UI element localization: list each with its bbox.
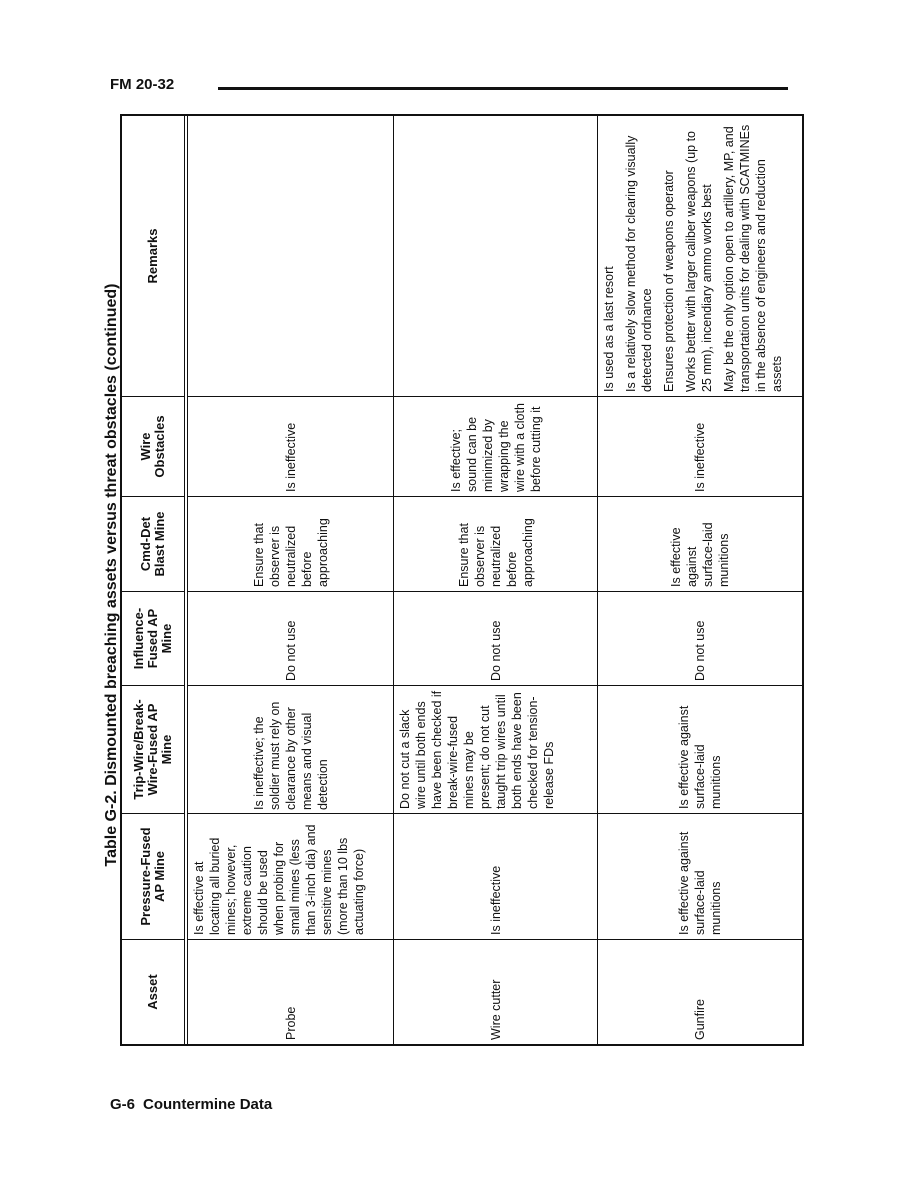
col-header-pressure-fused: Pressure-Fused AP Mine xyxy=(122,813,184,939)
page-footer xyxy=(110,1096,272,1113)
wire-obstacles-cell: Is effective; sound can be minimized by wrapping the wire with a cloth before cutting it xyxy=(394,396,597,496)
table-caption: Table G-2. Dismounted breaching assets versus threat obstacles (continued) xyxy=(103,283,120,867)
pressure-fused-cell: Is effective at locating all buried mines; however, extreme caution should be used when probing for small mines (less than 3-inch dia) and sensitive mines (more than 10 lbs actuating force) xyxy=(188,813,393,939)
remarks-cell xyxy=(394,116,597,396)
remark-item: May be the only option open to artillery, MP, and transportation units for dealing with SCATMINEs in the absence of engineers and reduction assets xyxy=(722,124,784,392)
cmd-det-cell: Ensure that observer is neutralized before approaching xyxy=(188,496,393,591)
header-rule xyxy=(218,87,788,90)
breaching-table xyxy=(120,114,804,1046)
trip-wire-cell: Is effective against surface-laid munitions xyxy=(598,685,802,813)
influence-fused-cell: Do not use xyxy=(188,591,393,685)
influence-fused-cell: Do not use xyxy=(598,591,802,685)
remark-item: Is used as a last resort xyxy=(602,266,616,392)
col-header-remarks: Remarks xyxy=(145,228,160,284)
table-row xyxy=(188,116,394,1044)
asset-cell: Probe xyxy=(188,939,393,1044)
remarks-cell xyxy=(598,116,802,396)
col-header-cmd-det: Cmd-Det Blast Mine xyxy=(122,496,184,591)
trip-wire-cell: Do not cut a slack wire until both ends have been checked if break-wire-fused mines may be present; do not cut taught trip wires until both ends have been checked for tension-release FDs xyxy=(394,685,597,813)
cmd-det-cell: Is effective against surface-laid munitions xyxy=(598,496,802,591)
section-title: Countermine Data xyxy=(143,1096,273,1113)
document-id: FM 20-32 xyxy=(110,76,175,93)
table-row xyxy=(394,116,598,1044)
col-header-trip-wire: Trip-Wire/Break-Wire-Fused AP Mine xyxy=(122,685,184,813)
col-header-asset: Asset xyxy=(122,939,184,1044)
wire-obstacles-cell: Is ineffective xyxy=(188,396,393,496)
col-header-influence-fused: Influence-Fused AP Mine xyxy=(122,591,184,685)
cmd-det-cell: Ensure that observer is neutralized before approaching xyxy=(394,496,597,591)
trip-wire-cell: Is ineffective; the soldier must rely on clearance by other means and visual detection xyxy=(188,685,393,813)
page-number: G-6 xyxy=(110,1096,136,1113)
pressure-fused-cell: Is ineffective xyxy=(394,813,597,939)
remark-item: Is a relatively slow method for clearing visually detected ordnance xyxy=(624,135,654,392)
asset-cell: Wire cutter xyxy=(394,939,597,1044)
pressure-fused-cell: Is effective against surface-laid munitions xyxy=(598,813,802,939)
table-header-row xyxy=(122,116,188,1044)
influence-fused-cell: Do not use xyxy=(394,591,597,685)
col-header-wire-obstacles: Wire Obstacles xyxy=(122,396,184,496)
remark-item: Works better with larger caliber weapons (up to 25 mm), incendiary ammo works best xyxy=(684,131,714,392)
remark-item: Ensures protection of weapons operator xyxy=(662,170,676,392)
rotated-table-area xyxy=(98,100,806,1050)
table-row xyxy=(598,116,802,1044)
remarks-cell xyxy=(188,116,393,396)
asset-cell: Gunfire xyxy=(598,939,802,1044)
wire-obstacles-cell: Is ineffective xyxy=(598,396,802,496)
